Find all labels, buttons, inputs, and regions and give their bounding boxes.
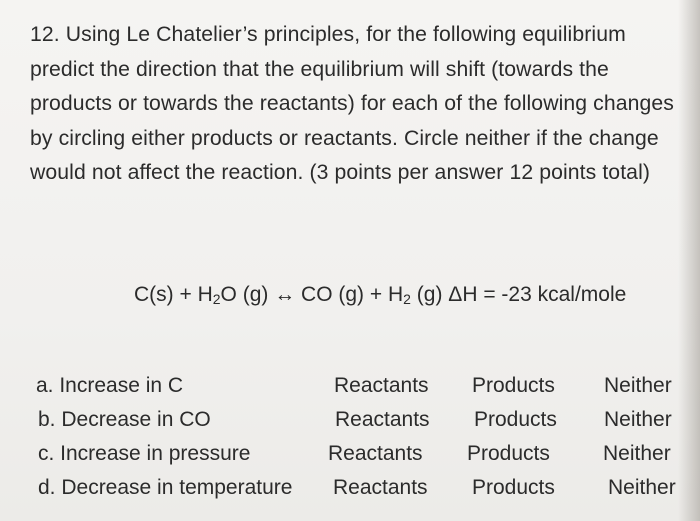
chemical-equation (134, 283, 626, 307)
hydrogen-subscript: 2 (403, 291, 411, 307)
option-reactants[interactable]: Reactants (335, 408, 430, 431)
equation-product-co-h: CO (g) + H (295, 283, 404, 306)
water-subscript: 2 (212, 291, 221, 307)
option-neither[interactable]: Neither (604, 408, 672, 431)
equation-water-rest: O (g) (220, 283, 275, 306)
change-label: d. Decrease in temperature (38, 476, 293, 499)
option-neither[interactable]: Neither (603, 442, 671, 465)
option-neither[interactable]: Neither (608, 476, 676, 499)
question-text: 12. Using Le Chatelier’s principles, for the following equilibrium predict the direction that the equilibrium will shift (towards the products or towards the reactants) for each of the following changes by circling either products or reactants. Circle neither if the change would not affect the reaction. (3 points per answer 12 points total) (30, 23, 674, 185)
option-reactants[interactable]: Reactants (334, 374, 429, 397)
option-reactants[interactable]: Reactants (333, 476, 428, 499)
equilibrium-arrow-icon: ↔ (274, 283, 296, 306)
change-label: b. Decrease in CO (38, 408, 211, 431)
answer-row-d (0, 476, 700, 510)
answer-row-b (0, 408, 700, 442)
option-products[interactable]: Products (472, 374, 555, 397)
equation-hydrogen-rest-enthalpy: (g) ΔH = -23 kcal/mole (410, 283, 627, 306)
answer-row-a (0, 374, 700, 408)
change-label: c. Increase in pressure (38, 442, 251, 465)
option-products[interactable]: Products (467, 442, 550, 465)
option-reactants[interactable]: Reactants (328, 442, 423, 465)
equation-reactant-carbon-water: C(s) + H (134, 283, 213, 306)
option-products[interactable]: Products (474, 408, 557, 431)
change-label: a. Increase in C (36, 374, 184, 397)
option-neither[interactable]: Neither (604, 374, 672, 397)
option-products[interactable]: Products (472, 476, 555, 499)
answer-row-c (0, 442, 700, 476)
